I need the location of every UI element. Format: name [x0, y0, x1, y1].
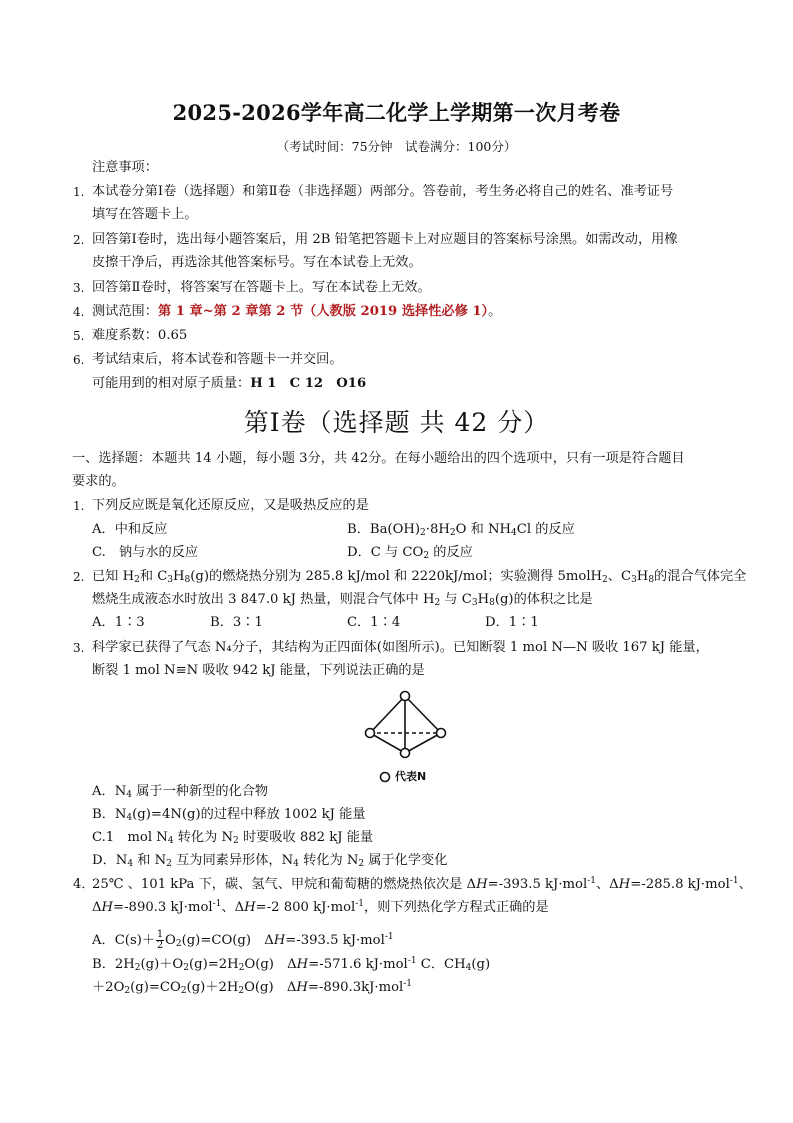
question-number: 2.: [73, 570, 85, 584]
atomic-mass-line: 可能用到的相对原子质量：H 1 C 12 O16: [92, 376, 367, 391]
notice-text: 本试卷分第Ⅰ卷（选择题）和第Ⅱ卷（非选择题）两部分。答卷前，考生务必将自己的姓名、准考证号: [92, 184, 674, 199]
option-c: C. 钠与水的反应: [92, 545, 199, 560]
option-a: A．中和反应: [92, 522, 168, 537]
option-d: D．$N_4$ 和 $N_2$ 互为同素异形体，$N_4$ 转化为 $N_2$ 属于化学变化: [92, 853, 448, 869]
question-stem: 已知 $H_2$和 $C_3H_8(g)$的燃烧热分别为 285.8 kJ/mol 和 2220kJ/mol；实验测得 5molH$_2$、$C_3H_8$的混合气体完全: [92, 569, 747, 585]
atomic-mass-values: H 1 C 12 O16: [250, 376, 367, 391]
question-stem: 燃烧生成液态水时放出 3 847.0 kJ 热量，则混合气体中 $H_2$ 与 $C_3H_8(g)$的体积之比是: [92, 592, 593, 608]
scope-range: 第 1 章~第 2 章第 2 节（人教版 2019 选择性必修 1）: [157, 304, 489, 319]
notice-number: 3.: [73, 281, 85, 295]
option-b: B．$Ba(OH)_2\cdot 8H_2O$ 和 $NH_4Cl$ 的反应: [347, 522, 575, 538]
option-b: B．$2H_2(g)+O_2(g)=2H_2O(g)$ ΔH=-571.6 kJ·mol$^{-1}$ C．$CH_4(g)$: [92, 956, 491, 973]
question-stem: 断裂 1 mol N≡N 吸收 942 kJ 能量，下列说法正确的是: [92, 663, 425, 678]
notice-text: 回答第Ⅰ卷时，选出每小题答案后，用 2B 铅笔把答题卡上对应题目的答案标号涂黑。如需改动，用橡: [92, 232, 678, 247]
notice-number: 2.: [73, 233, 85, 247]
section-intro: 一、选择题：本题共 14 小题，每小题 3分，共 42分。在每小题给出的四个选项中，只有一项是符合题目: [72, 451, 685, 466]
notice-text: [92, 304, 501, 320]
option-d: D．C 与 $CO_2$ 的反应: [347, 545, 473, 561]
option-c: C．1∶4: [347, 615, 401, 630]
question-stem: 科学家已获得了气态 N₄分子，其结构为正四面体(如图所示)。已知断裂 1 mol N—N 吸收 167 kJ 能量，: [92, 640, 709, 655]
notice-text: 难度系数：0.65: [92, 328, 188, 343]
n4-tetrahedron-diagram: [356, 688, 462, 786]
option-b: B．$N_4(g)=4N(g)$的过程中释放 1002 kJ 能量: [92, 807, 366, 823]
notice-text: 回答第Ⅱ卷时，将答案写在答题卡上。写在本试卷上无效。: [92, 280, 431, 295]
option-d: D．1∶1: [485, 615, 539, 630]
question-number: 4．: [73, 877, 95, 892]
section-intro: 要求的。: [72, 474, 125, 489]
diagram-legend: 代表N: [395, 770, 427, 783]
question-number: 3.: [73, 641, 85, 655]
exam-subtitle: （考试时间：75分钟 试卷满分：100分）: [276, 139, 517, 154]
option-c: $+2O_2(g)=CO_2(g)+2H_2O(g)$ ΔH=-890.3kJ·mol$^{-1}$: [92, 979, 413, 996]
section-title: 第Ⅰ卷（选择题 共 42 分）: [243, 408, 550, 437]
scope-period: 。: [488, 304, 502, 319]
notice-text: 皮擦干净后，再选涂其他答案标号。写在本试卷上无效。: [92, 255, 422, 270]
notice-number: 4.: [73, 305, 85, 319]
exam-title: 2025-2026学年高二化学上学期第一次月考卷: [172, 100, 621, 125]
question-stem: 下列反应既是氧化还原反应，又是吸热反应的是: [92, 498, 369, 513]
notice-text: 考试结束后，将本试卷和答题卡一并交回。: [92, 352, 343, 367]
notice-number: 5.: [73, 329, 85, 343]
question-stem: 25℃ 、101 kPa 下，碳、氢气、甲烷和葡萄糖的燃烧热依次是 ΔH=-393.5 kJ·mol$^{-1}$、ΔH=-285.8 kJ·mol$^{-1}$、: [92, 876, 752, 892]
option-a: A．$N_4$ 属于一种新型的化合物: [92, 784, 269, 800]
option-a: A．C(s)＋ $\frac{1}{2}$ $O_2(g)=CO(g)$ ΔH=-393.5 kJ·mol$^{-1}$: [92, 929, 394, 951]
scope-label: 测试范围：: [92, 304, 158, 319]
notice-number: 1.: [73, 185, 85, 199]
question-stem: ΔH=-890.3 kJ·mol$^{-1}$、ΔH=-2 800 kJ·mol$^{-1}$，则下列热化学方程式正确的是: [92, 899, 549, 915]
option-a: A．1∶3: [92, 615, 145, 630]
question-number: 1.: [73, 499, 85, 513]
option-b: B．3∶1: [210, 615, 263, 630]
notice-heading: 注意事项：: [92, 160, 158, 175]
notice-text: 填写在答题卡上。: [92, 207, 198, 222]
option-c: C.1 mol $N_4$ 转化为 $N_2$ 时要吸收 882 kJ 能量: [92, 830, 374, 846]
notice-number: 6.: [73, 353, 85, 367]
